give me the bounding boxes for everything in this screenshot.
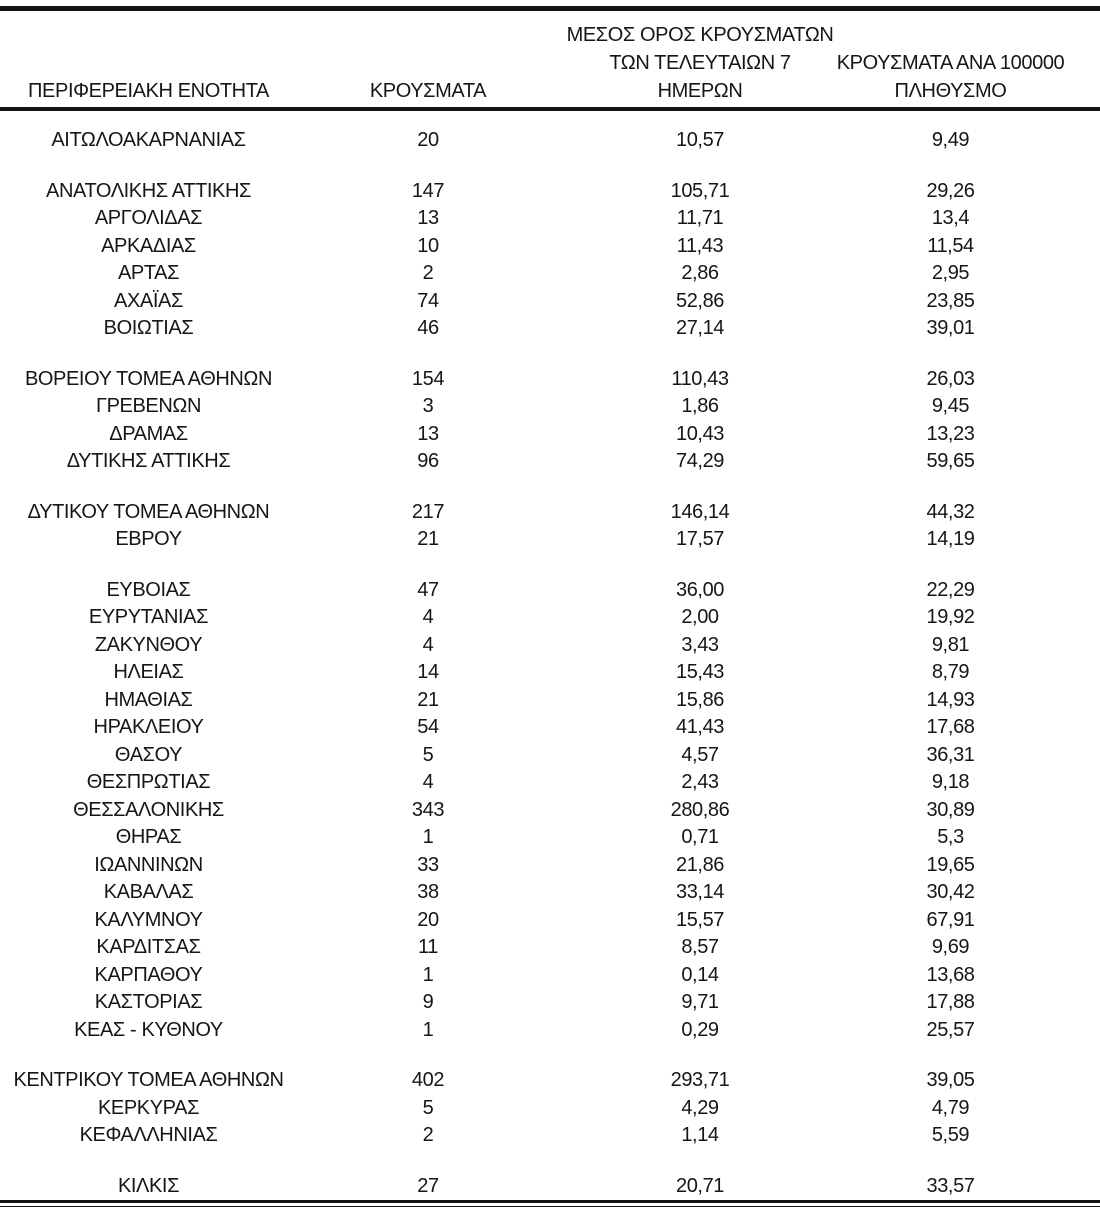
table-row: [0, 714, 1100, 742]
per100k-cell: 9,18: [931, 771, 970, 794]
avg7-cell: 33,14: [675, 881, 725, 904]
region-cell: ΘΕΣΣΑΛΟΝΙΚΗΣ: [73, 798, 224, 821]
avg7-cell: 9,71: [681, 991, 719, 1014]
table-body: [0, 111, 1100, 1200]
table-row: [0, 526, 1100, 554]
header-avg7-line2: ΤΩΝ ΤΕΛΕΥΤΑΙΩΝ 7: [609, 52, 791, 74]
per100k-cell: 59,65: [926, 450, 975, 473]
table-row: [0, 989, 1100, 1017]
region-cell: ΔΥΤΙΚΗΣ ΑΤΤΙΚΗΣ: [66, 450, 231, 473]
header-cases: [297, 77, 539, 107]
table-row: [0, 577, 1100, 605]
cases-cell: 33: [417, 853, 439, 876]
cases-cell: 96: [417, 450, 439, 473]
table-row: [0, 1067, 1100, 1095]
region-cell: ΙΩΑΝΝΙΝΩΝ: [94, 853, 203, 876]
avg7-cell: 0,14: [681, 963, 719, 986]
avg7-cell: 4,57: [681, 743, 719, 766]
per100k-cell: 25,57: [926, 1018, 975, 1041]
header-per100k: [836, 49, 1100, 107]
region-cell: ΚΕΦΑΛΛΗΝΙΑΣ: [79, 1124, 218, 1147]
region-cell: ΘΑΣΟΥ: [114, 743, 183, 766]
avg7-cell: 1,14: [681, 1124, 719, 1147]
avg7-cell: 36,00: [675, 578, 725, 601]
cases-cell: 21: [417, 528, 439, 551]
region-cell: ΑΡΓΟΛΙΔΑΣ: [94, 207, 203, 230]
region-cell: ΚΑΒΑΛΑΣ: [103, 881, 194, 904]
cases-cell: 1: [422, 826, 434, 849]
avg7-cell: 20,71: [675, 1174, 725, 1197]
avg7-cell: 10,43: [675, 422, 725, 445]
table-row: [0, 1122, 1100, 1150]
region-cell: ΗΜΑΘΙΑΣ: [104, 688, 193, 711]
header-avg7-line1: ΜΕΣΟΣ ΟΡΟΣ ΚΡΟΥΣΜΑΤΩΝ: [566, 24, 834, 46]
avg7-cell: 11,71: [676, 207, 724, 230]
table-row: [0, 604, 1100, 632]
region-cell: ΑΝΑΤΟΛΙΚΗΣ ΑΤΤΙΚΗΣ: [46, 179, 251, 202]
per100k-cell: 39,01: [926, 317, 975, 340]
cases-cell: 2: [422, 262, 434, 285]
per100k-cell: 11,54: [927, 234, 974, 257]
avg7-cell: 2,00: [681, 606, 719, 629]
region-cell: ΔΡΑΜΑΣ: [109, 422, 188, 445]
avg7-cell: 293,71: [670, 1069, 730, 1092]
per100k-cell: 13,4: [931, 207, 970, 230]
per100k-cell: 30,42: [926, 881, 975, 904]
region-cell: ΒΟΡΕΙΟΥ ΤΟΜΕΑ ΑΘΗΝΩΝ: [24, 367, 273, 390]
cases-cell: 47: [417, 578, 439, 601]
per100k-cell: 17,88: [926, 991, 975, 1014]
table-row: [0, 879, 1100, 907]
per100k-cell: 13,23: [926, 422, 975, 445]
per100k-cell: 14,93: [926, 688, 975, 711]
per100k-cell: 22,29: [926, 578, 975, 601]
cases-cell: 54: [417, 716, 439, 739]
table-row: [0, 962, 1100, 990]
table-row: [0, 659, 1100, 687]
avg7-cell: 1,86: [681, 395, 719, 418]
region-cell: ΚΑΛΥΜΝΟΥ: [94, 908, 203, 931]
header-cases-label: ΚΡΟΥΣΜΑΤΑ: [369, 80, 487, 102]
region-cell: ΚΑΣΤΟΡΙΑΣ: [94, 991, 203, 1014]
avg7-cell: 17,57: [675, 528, 725, 551]
table-row: [0, 499, 1100, 527]
cases-cell: 1: [422, 963, 434, 986]
cases-cell: 74: [417, 289, 439, 312]
table-row: [0, 366, 1100, 394]
header-per100k-line2: ΠΛΗΘΥΣΜΟ: [894, 80, 1007, 102]
cases-cell: 2: [422, 1124, 434, 1147]
table-row: [0, 852, 1100, 880]
avg7-cell: 15,86: [675, 688, 725, 711]
region-cell: ΗΛΕΙΑΣ: [113, 661, 184, 684]
table-row: [0, 1173, 1100, 1201]
cases-cell: 3: [422, 395, 434, 418]
group-separator: [0, 476, 1100, 499]
region-cell: ΚΕΑΣ - ΚΥΘΝΟΥ: [74, 1018, 223, 1041]
cases-cell: 5: [422, 743, 434, 766]
table-row: [0, 421, 1100, 449]
region-cell: ΒΟΙΩΤΙΑΣ: [103, 317, 194, 340]
per100k-cell: 13,68: [926, 963, 975, 986]
region-cell: ΚΑΡΔΙΤΣΑΣ: [96, 936, 201, 959]
avg7-cell: 27,14: [675, 317, 725, 340]
table-header-row: [0, 11, 1100, 107]
table-row: [0, 448, 1100, 476]
avg7-cell: 21,86: [675, 853, 725, 876]
per100k-cell: 19,92: [926, 606, 975, 629]
per100k-cell: 9,45: [931, 395, 970, 418]
cases-cell: 14: [417, 661, 439, 684]
region-cell: ΚΑΡΠΑΘΟΥ: [94, 963, 203, 986]
avg7-cell: 110,43: [671, 367, 729, 390]
region-cell: ΑΧΑΪΑΣ: [114, 289, 183, 312]
region-cell: ΚΙΛΚΙΣ: [117, 1174, 180, 1197]
per100k-cell: 9,69: [931, 936, 970, 959]
header-region-label: ΠΕΡΙΦΕΡΕΙΑΚΗ ΕΝΟΤΗΤΑ: [28, 80, 269, 102]
cases-cell: 13: [417, 422, 439, 445]
cases-cell: 11: [418, 936, 438, 959]
region-cell: ΖΑΚΥΝΘΟΥ: [94, 633, 203, 656]
table-row: [0, 742, 1100, 770]
avg7-cell: 10,57: [675, 129, 725, 152]
table-row: [0, 907, 1100, 935]
cases-cell: 4: [422, 606, 434, 629]
per100k-cell: 2,95: [931, 262, 970, 285]
cases-cell: 20: [417, 129, 439, 152]
cases-cell: 46: [417, 317, 439, 340]
avg7-cell: 105,71: [670, 179, 730, 202]
region-cell: ΘΗΡΑΣ: [115, 826, 182, 849]
group-separator: [0, 1150, 1100, 1173]
region-cell: ΚΕΝΤΡΙΚΟΥ ΤΟΜΕΑ ΑΘΗΝΩΝ: [13, 1069, 284, 1092]
per100k-cell: 67,91: [926, 908, 975, 931]
table-row: [0, 127, 1100, 155]
region-cell: ΘΕΣΠΡΩΤΙΑΣ: [86, 771, 211, 794]
per100k-cell: 9,49: [931, 129, 970, 152]
cases-cell: 5: [422, 1096, 434, 1119]
cases-cell: 20: [417, 908, 439, 931]
cases-cell: 10: [417, 234, 439, 257]
per100k-cell: 14,19: [926, 528, 975, 551]
group-separator: [0, 343, 1100, 366]
group-separator: [0, 155, 1100, 178]
per100k-cell: 23,85: [926, 289, 975, 312]
table-row: [0, 1095, 1100, 1123]
region-cell: ΑΡΚΑΔΙΑΣ: [101, 234, 196, 257]
region-cell: ΔΥΤΙΚΟΥ ΤΟΜΕΑ ΑΘΗΝΩΝ: [27, 500, 270, 523]
header-per100k-line1: ΚΡΟΥΣΜΑΤΑ ΑΝΑ 100000: [836, 52, 1065, 74]
avg7-cell: 15,57: [675, 908, 725, 931]
per100k-cell: 17,68: [926, 716, 975, 739]
avg7-cell: 41,43: [675, 716, 725, 739]
per100k-cell: 29,26: [926, 179, 975, 202]
per100k-cell: 44,32: [926, 500, 975, 523]
avg7-cell: 2,86: [681, 262, 719, 285]
avg7-cell: 4,29: [681, 1096, 719, 1119]
table-row: [0, 233, 1100, 261]
cases-cell: 21: [417, 688, 439, 711]
header-region: [0, 77, 297, 107]
cases-cell: 154: [411, 367, 445, 390]
region-cell: ΕΥΡΥΤΑΝΙΑΣ: [88, 606, 209, 629]
table-row: [0, 315, 1100, 343]
per100k-cell: 19,65: [926, 853, 975, 876]
table-row: [0, 632, 1100, 660]
cases-cell: 38: [417, 881, 439, 904]
region-cell: ΕΥΒΟΙΑΣ: [106, 578, 191, 601]
cases-cell: 4: [422, 771, 434, 794]
per100k-cell: 8,79: [931, 661, 970, 684]
avg7-cell: 52,86: [675, 289, 725, 312]
region-cell: ΑΙΤΩΛΟΑΚΑΡΝΑΝΙΑΣ: [51, 129, 246, 152]
table-row: [0, 824, 1100, 852]
region-cell: ΑΡΤΑΣ: [117, 262, 180, 285]
cases-cell: 343: [411, 798, 445, 821]
table-row: [0, 288, 1100, 316]
cases-cell: 9: [422, 991, 434, 1014]
cases-by-region-table: [0, 6, 1100, 1207]
table-row: [0, 260, 1100, 288]
avg7-cell: 15,43: [675, 661, 725, 684]
avg7-cell: 8,57: [681, 936, 719, 959]
cases-cell: 4: [422, 633, 434, 656]
per100k-cell: 26,03: [926, 367, 975, 390]
per100k-cell: 36,31: [926, 743, 975, 766]
per100k-cell: 4,79: [931, 1096, 970, 1119]
avg7-cell: 0,29: [681, 1018, 719, 1041]
avg7-cell: 3,43: [681, 633, 719, 656]
region-cell: ΗΡΑΚΛΕΙΟΥ: [93, 716, 204, 739]
table-row: [0, 934, 1100, 962]
avg7-cell: 146,14: [670, 500, 730, 523]
cases-cell: 13: [417, 207, 439, 230]
header-avg7: [539, 21, 836, 107]
group-separator: [0, 554, 1100, 577]
cases-cell: 147: [411, 179, 445, 202]
table-row: [0, 178, 1100, 206]
avg7-cell: 280,86: [670, 798, 730, 821]
group-separator: [0, 1044, 1100, 1067]
table-row: [0, 1017, 1100, 1045]
region-cell: ΚΕΡΚΥΡΑΣ: [97, 1096, 200, 1119]
per100k-cell: 5,59: [931, 1124, 970, 1147]
cases-cell: 27: [417, 1174, 439, 1197]
table-row: [0, 687, 1100, 715]
per100k-cell: 5,3: [937, 826, 964, 849]
per100k-cell: 30,89: [926, 798, 975, 821]
cases-cell: 1: [422, 1018, 434, 1041]
avg7-cell: 11,43: [676, 234, 724, 257]
avg7-cell: 74,29: [675, 450, 725, 473]
table-row: [0, 393, 1100, 421]
per100k-cell: 9,81: [931, 633, 970, 656]
table-row: [0, 205, 1100, 233]
cases-cell: 217: [411, 500, 445, 523]
avg7-cell: 0,71: [681, 826, 719, 849]
cases-cell: 402: [411, 1069, 445, 1092]
per100k-cell: 39,05: [926, 1069, 975, 1092]
bottom-double-rule: [0, 1200, 1100, 1207]
region-cell: ΕΒΡΟΥ: [115, 528, 182, 551]
region-cell: ΓΡΕΒΕΝΩΝ: [95, 395, 201, 418]
table-row: [0, 769, 1100, 797]
table-row: [0, 797, 1100, 825]
header-avg7-line3: ΗΜΕΡΩΝ: [657, 80, 743, 102]
avg7-cell: 2,43: [681, 771, 719, 794]
per100k-cell: 33,57: [926, 1174, 975, 1197]
